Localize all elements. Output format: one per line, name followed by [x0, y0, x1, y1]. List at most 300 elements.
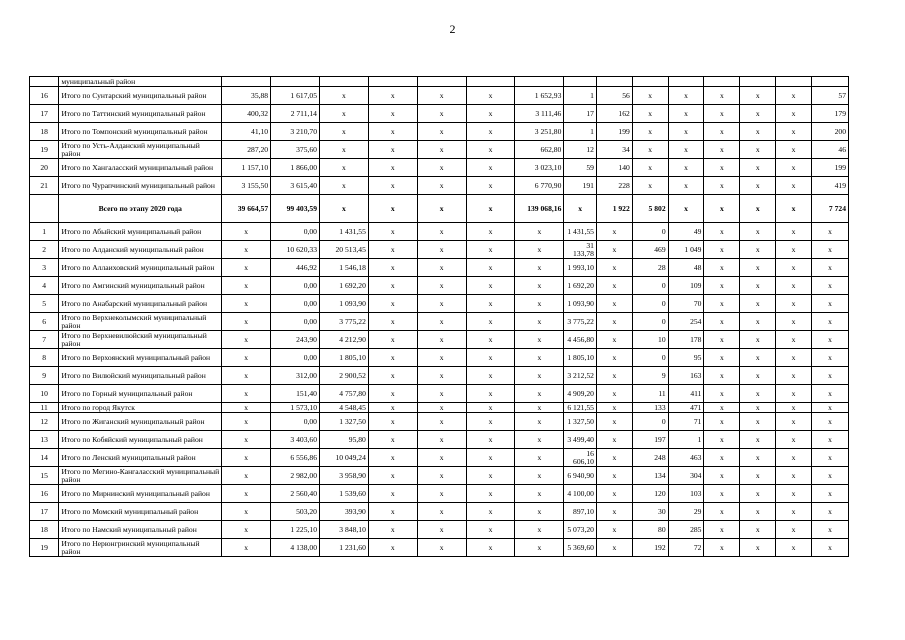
value-cell: х	[368, 141, 417, 159]
value-cell: 463	[668, 449, 704, 467]
value-cell: х	[515, 431, 564, 449]
value-cell: х	[740, 431, 776, 449]
value-cell: 56	[596, 87, 632, 105]
value-cell: х	[368, 105, 417, 123]
value-cell: 0	[632, 295, 668, 313]
value-cell: х	[704, 521, 740, 539]
value-cell: х	[515, 403, 564, 413]
value-cell: 2 982,00	[271, 467, 320, 485]
value-cell: х	[515, 521, 564, 539]
value-cell: х	[368, 367, 417, 385]
value-cell: х	[319, 141, 368, 159]
district-name: Итого по Верхневилюйский муниципальный район	[59, 331, 222, 349]
value-cell: 30	[632, 503, 668, 521]
value-cell: х	[596, 331, 632, 349]
value-cell: 5 073,20	[564, 521, 597, 539]
district-name: Итого по Верхоянский муниципальный район	[59, 349, 222, 367]
row-number: 19	[30, 539, 59, 557]
value-cell: 0,00	[271, 295, 320, 313]
row-number: 6	[30, 313, 59, 331]
value-cell: х	[776, 431, 812, 449]
value-cell: х	[776, 159, 812, 177]
value-cell: х	[740, 467, 776, 485]
value-cell: 1 922	[596, 195, 632, 223]
row-number: 20	[30, 159, 59, 177]
district-name: Итого по Верхнеколымский муниципальный район	[59, 313, 222, 331]
table-row	[30, 467, 849, 485]
row-number: 18	[30, 521, 59, 539]
district-name: Итого по город Якутск	[59, 403, 222, 413]
row-number: 15	[30, 467, 59, 485]
value-cell: х	[368, 449, 417, 467]
value-cell: 1 993,10	[564, 259, 597, 277]
value-cell: х	[704, 449, 740, 467]
value-cell: х	[704, 223, 740, 241]
value-cell: х	[466, 195, 515, 223]
value-cell: х	[417, 87, 466, 105]
row-number: 18	[30, 123, 59, 141]
value-cell: 254	[668, 313, 704, 331]
value-cell: х	[466, 367, 515, 385]
value-cell: 6 770,90	[515, 177, 564, 195]
value-cell: х	[368, 413, 417, 431]
district-name: Итого по Ленский муниципальный район	[59, 449, 222, 467]
value-cell: х	[515, 503, 564, 521]
value-cell: х	[515, 277, 564, 295]
district-name: муниципальный район	[59, 77, 222, 87]
table-row	[30, 241, 849, 259]
value-cell: 4 909,20	[564, 385, 597, 403]
district-name: Итого по Сунтарский муниципальный район	[59, 87, 222, 105]
value-cell: х	[515, 367, 564, 385]
value-cell: 2 711,14	[271, 105, 320, 123]
table-row	[30, 77, 849, 87]
value-cell: 419	[812, 177, 849, 195]
table-row	[30, 367, 849, 385]
value-cell: х	[632, 105, 668, 123]
value-cell: 12	[564, 141, 597, 159]
value-cell: 3 251,80	[515, 123, 564, 141]
value-cell: х	[222, 403, 271, 413]
value-cell: х	[776, 385, 812, 403]
value-cell: 3 403,60	[271, 431, 320, 449]
value-cell: х	[319, 195, 368, 223]
value-cell: х	[417, 313, 466, 331]
value-cell: х	[417, 177, 466, 195]
value-cell: х	[776, 141, 812, 159]
row-number: 17	[30, 105, 59, 123]
table-row	[30, 413, 849, 431]
district-name: Итого по Амгинский муниципальный район	[59, 277, 222, 295]
value-cell	[596, 77, 632, 87]
table-row	[30, 295, 849, 313]
value-cell: х	[740, 413, 776, 431]
value-cell	[812, 77, 849, 87]
value-cell: х	[704, 159, 740, 177]
value-cell: х	[417, 195, 466, 223]
value-cell: 49	[668, 223, 704, 241]
value-cell: х	[812, 521, 849, 539]
value-cell: х	[776, 467, 812, 485]
value-cell: 1 093,90	[564, 295, 597, 313]
value-cell: х	[776, 177, 812, 195]
value-cell: 0	[632, 313, 668, 331]
value-cell: 0,00	[271, 349, 320, 367]
value-cell: 0,00	[271, 413, 320, 431]
table-row	[30, 123, 849, 141]
value-cell: х	[515, 349, 564, 367]
value-cell: х	[368, 467, 417, 485]
value-cell: х	[776, 295, 812, 313]
value-cell: х	[812, 259, 849, 277]
value-cell: 29	[668, 503, 704, 521]
value-cell: х	[515, 223, 564, 241]
district-name: Всего по этапу 2020 года	[59, 195, 222, 223]
value-cell: х	[515, 331, 564, 349]
value-cell: 0	[632, 277, 668, 295]
value-cell: х	[368, 223, 417, 241]
value-cell: х	[368, 431, 417, 449]
district-name: Итого по Томпонский муниципальный район	[59, 123, 222, 141]
value-cell: 243,90	[271, 331, 320, 349]
value-cell: х	[222, 413, 271, 431]
value-cell: х	[222, 521, 271, 539]
value-cell: х	[368, 539, 417, 557]
value-cell: 1 157,10	[222, 159, 271, 177]
value-cell: 16 606,10	[564, 449, 597, 467]
value-cell: 1 327,50	[564, 413, 597, 431]
value-cell: 1 539,60	[319, 485, 368, 503]
value-cell: 192	[632, 539, 668, 557]
value-cell: х	[466, 349, 515, 367]
value-cell: х	[222, 331, 271, 349]
value-cell: х	[417, 223, 466, 241]
value-cell: х	[740, 449, 776, 467]
value-cell: х	[222, 539, 271, 557]
value-cell: х	[812, 313, 849, 331]
district-name: Итого по Нерюнгринский муниципальный район	[59, 539, 222, 557]
value-cell: х	[596, 403, 632, 413]
value-cell: 1 225,10	[271, 521, 320, 539]
value-cell: х	[368, 349, 417, 367]
value-cell: х	[417, 367, 466, 385]
value-cell: х	[740, 295, 776, 313]
table-row	[30, 539, 849, 557]
value-cell: х	[515, 295, 564, 313]
value-cell: х	[740, 331, 776, 349]
row-number: 4	[30, 277, 59, 295]
district-name: Итого по Момский муниципальный район	[59, 503, 222, 521]
value-cell: х	[812, 503, 849, 521]
value-cell: 34	[596, 141, 632, 159]
value-cell: х	[222, 385, 271, 403]
value-cell: 3 212,52	[564, 367, 597, 385]
value-cell: 70	[668, 295, 704, 313]
value-cell: х	[319, 87, 368, 105]
value-cell: 178	[668, 331, 704, 349]
row-number: 16	[30, 485, 59, 503]
value-cell: 10	[632, 331, 668, 349]
table-total-row	[30, 195, 849, 223]
value-cell: х	[466, 295, 515, 313]
value-cell: х	[740, 87, 776, 105]
value-cell	[776, 77, 812, 87]
value-cell: 35,88	[222, 87, 271, 105]
value-cell: х	[222, 485, 271, 503]
value-cell: х	[466, 87, 515, 105]
value-cell: х	[466, 431, 515, 449]
value-cell: х	[740, 241, 776, 259]
value-cell: х	[776, 413, 812, 431]
table-row	[30, 87, 849, 105]
value-cell: х	[776, 313, 812, 331]
value-cell: х	[632, 177, 668, 195]
value-cell: х	[740, 259, 776, 277]
value-cell: х	[466, 177, 515, 195]
value-cell: х	[740, 313, 776, 331]
value-cell: х	[596, 223, 632, 241]
value-cell: х	[596, 449, 632, 467]
value-cell: х	[417, 503, 466, 521]
value-cell: х	[319, 159, 368, 177]
value-cell: 5 369,60	[564, 539, 597, 557]
value-cell: х	[740, 403, 776, 413]
value-cell: 0	[632, 413, 668, 431]
value-cell: х	[668, 195, 704, 223]
value-cell: 3 210,70	[271, 123, 320, 141]
value-cell: х	[668, 105, 704, 123]
value-cell: х	[704, 331, 740, 349]
value-cell	[222, 77, 271, 87]
value-cell: х	[776, 241, 812, 259]
district-name: Итого по Анабарский муниципальный район	[59, 295, 222, 313]
row-number	[30, 77, 59, 87]
value-cell: 139 068,16	[515, 195, 564, 223]
value-cell: 1 049	[668, 241, 704, 259]
value-cell: х	[596, 503, 632, 521]
value-cell: х	[368, 485, 417, 503]
district-name: Итого по Горный муниципальный район	[59, 385, 222, 403]
row-number: 7	[30, 331, 59, 349]
value-cell: х	[740, 159, 776, 177]
value-cell: х	[515, 413, 564, 431]
value-cell: 48	[668, 259, 704, 277]
value-cell: х	[596, 259, 632, 277]
value-cell: х	[417, 331, 466, 349]
value-cell: х	[596, 241, 632, 259]
value-cell: 4 100,00	[564, 485, 597, 503]
value-cell: х	[368, 503, 417, 521]
value-cell	[740, 77, 776, 87]
value-cell: х	[417, 295, 466, 313]
value-cell: х	[776, 403, 812, 413]
value-cell: 199	[812, 159, 849, 177]
value-cell: 0	[632, 349, 668, 367]
value-cell: 1	[564, 87, 597, 105]
value-cell: 1 231,60	[319, 539, 368, 557]
value-cell: 248	[632, 449, 668, 467]
value-cell: х	[668, 123, 704, 141]
value-cell: 1 805,10	[564, 349, 597, 367]
value-cell: 140	[596, 159, 632, 177]
value-cell: 1 546,18	[319, 259, 368, 277]
row-number: 10	[30, 385, 59, 403]
district-name: Итого по Намский муниципальный район	[59, 521, 222, 539]
value-cell: 17	[564, 105, 597, 123]
value-cell	[417, 77, 466, 87]
value-cell: х	[740, 105, 776, 123]
value-cell: х	[704, 141, 740, 159]
value-cell: 400,32	[222, 105, 271, 123]
value-cell: х	[222, 313, 271, 331]
value-cell: х	[812, 403, 849, 413]
value-cell: 11	[632, 385, 668, 403]
district-name: Итого по Хангаласский муниципальный район	[59, 159, 222, 177]
district-name: Итого по Жиганский муниципальный район	[59, 413, 222, 431]
value-cell: 0,00	[271, 223, 320, 241]
value-cell: х	[368, 123, 417, 141]
value-cell: х	[776, 87, 812, 105]
value-cell: х	[704, 105, 740, 123]
value-cell: 109	[668, 277, 704, 295]
value-cell: х	[466, 485, 515, 503]
value-cell: х	[466, 159, 515, 177]
value-cell: 1 692,20	[564, 277, 597, 295]
value-cell: х	[222, 259, 271, 277]
value-cell: 41,10	[222, 123, 271, 141]
value-cell: х	[417, 403, 466, 413]
district-name: Итого по Усть-Алданский муниципальный район	[59, 141, 222, 159]
value-cell: х	[515, 313, 564, 331]
value-cell: х	[740, 539, 776, 557]
value-cell: х	[812, 385, 849, 403]
value-cell: х	[515, 539, 564, 557]
value-cell: х	[740, 123, 776, 141]
value-cell: х	[704, 539, 740, 557]
value-cell: х	[222, 223, 271, 241]
value-cell: 3 958,90	[319, 467, 368, 485]
value-cell: 191	[564, 177, 597, 195]
value-cell: 446,92	[271, 259, 320, 277]
value-cell: х	[740, 485, 776, 503]
value-cell: х	[564, 195, 597, 223]
value-cell: х	[596, 385, 632, 403]
value-cell: х	[417, 431, 466, 449]
value-cell: х	[776, 331, 812, 349]
value-cell: 375,60	[271, 141, 320, 159]
value-cell: 199	[596, 123, 632, 141]
value-cell: 99 403,59	[271, 195, 320, 223]
row-number: 8	[30, 349, 59, 367]
value-cell: 228	[596, 177, 632, 195]
district-name: Итого по Абыйский муниципальный район	[59, 223, 222, 241]
value-cell: 1 093,90	[319, 295, 368, 313]
value-cell: 469	[632, 241, 668, 259]
value-cell: х	[417, 259, 466, 277]
value-cell: х	[704, 367, 740, 385]
value-cell: 120	[632, 485, 668, 503]
value-cell: 162	[596, 105, 632, 123]
value-cell: 4 757,80	[319, 385, 368, 403]
value-cell: 95	[668, 349, 704, 367]
value-cell: х	[776, 485, 812, 503]
value-cell: 304	[668, 467, 704, 485]
value-cell: х	[704, 349, 740, 367]
value-cell: х	[812, 539, 849, 557]
value-cell: х	[515, 259, 564, 277]
row-number: 17	[30, 503, 59, 521]
value-cell: 95,80	[319, 431, 368, 449]
value-cell: х	[222, 295, 271, 313]
value-cell: х	[740, 223, 776, 241]
value-cell: х	[417, 449, 466, 467]
value-cell: х	[596, 349, 632, 367]
table-row	[30, 277, 849, 295]
value-cell: х	[222, 349, 271, 367]
value-cell: х	[466, 259, 515, 277]
value-cell	[319, 77, 368, 87]
value-cell	[632, 77, 668, 87]
value-cell: х	[776, 105, 812, 123]
value-cell: 133	[632, 403, 668, 413]
value-cell: х	[222, 431, 271, 449]
value-cell: х	[222, 277, 271, 295]
value-cell: х	[466, 105, 515, 123]
value-cell: х	[222, 467, 271, 485]
district-name: Итого по Кобяйский муниципальный район	[59, 431, 222, 449]
row-number: 19	[30, 141, 59, 159]
value-cell: х	[368, 313, 417, 331]
value-cell: 39 664,57	[222, 195, 271, 223]
value-cell: х	[417, 141, 466, 159]
value-cell: х	[466, 223, 515, 241]
value-cell: 287,20	[222, 141, 271, 159]
value-cell: 1 617,05	[271, 87, 320, 105]
value-cell: х	[596, 521, 632, 539]
value-cell: х	[417, 241, 466, 259]
value-cell: 46	[812, 141, 849, 159]
table-row	[30, 105, 849, 123]
value-cell: 1	[668, 431, 704, 449]
value-cell: х	[776, 259, 812, 277]
value-cell: х	[596, 539, 632, 557]
value-cell	[704, 77, 740, 87]
value-cell: 4 138,00	[271, 539, 320, 557]
value-cell: х	[319, 123, 368, 141]
value-cell: х	[466, 141, 515, 159]
value-cell: х	[466, 241, 515, 259]
value-cell: 103	[668, 485, 704, 503]
district-name: Итого по Алданский муниципальный район	[59, 241, 222, 259]
value-cell: х	[776, 367, 812, 385]
value-cell: 3 111,46	[515, 105, 564, 123]
table-row	[30, 141, 849, 159]
value-cell: 59	[564, 159, 597, 177]
page-number: 2	[449, 22, 456, 36]
value-cell: х	[740, 367, 776, 385]
value-cell: х	[515, 485, 564, 503]
value-cell: х	[668, 159, 704, 177]
value-cell: 3 848,10	[319, 521, 368, 539]
value-cell: 1 692,20	[319, 277, 368, 295]
value-cell: х	[368, 295, 417, 313]
row-number: 5	[30, 295, 59, 313]
value-cell: х	[632, 123, 668, 141]
value-cell: х	[632, 87, 668, 105]
value-cell: х	[812, 241, 849, 259]
value-cell: х	[596, 295, 632, 313]
value-cell: х	[704, 467, 740, 485]
